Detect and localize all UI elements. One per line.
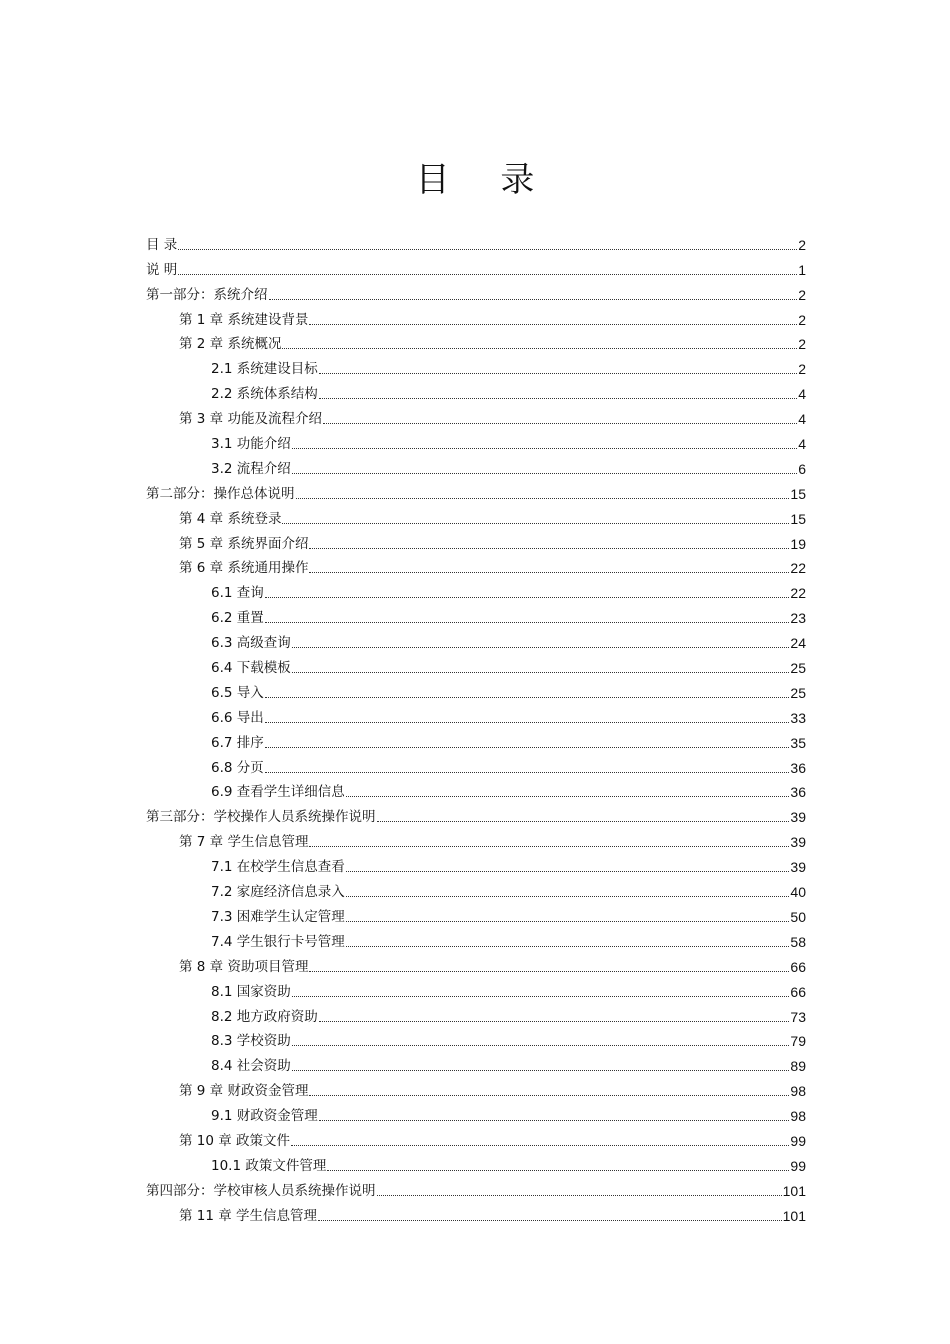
toc-entry-page-number: 35 <box>790 734 806 751</box>
toc-entry-page-number: 39 <box>790 834 806 851</box>
toc-entry-page-number: 39 <box>790 809 806 826</box>
toc-entry[interactable] <box>146 528 806 553</box>
toc-entry-page-number: 98 <box>790 1083 806 1100</box>
toc-entry[interactable] <box>146 254 806 279</box>
toc-entry-label: 8.3 学校资助 <box>211 1033 291 1050</box>
toc-dot-leader <box>265 772 790 773</box>
toc-dot-leader <box>265 622 790 623</box>
toc-entry[interactable] <box>146 1200 806 1225</box>
toc-dot-leader <box>377 1195 782 1196</box>
toc-entry-page-number: 22 <box>790 560 806 577</box>
toc-dot-leader <box>377 821 790 822</box>
toc-entry[interactable] <box>146 353 806 378</box>
toc-entry-page-number: 1 <box>798 261 806 278</box>
toc-dot-leader <box>282 523 789 524</box>
toc-entry-page-number: 22 <box>790 585 806 602</box>
toc-entry[interactable] <box>146 1001 806 1026</box>
toc-entry-label: 6.5 导入 <box>211 684 264 701</box>
toc-entry[interactable] <box>146 329 806 354</box>
toc-entry[interactable] <box>146 304 806 329</box>
toc-list <box>146 229 806 1225</box>
toc-entry-page-number: 25 <box>790 684 806 701</box>
toc-entry-label: 第 11 章 学生信息管理 <box>179 1207 318 1224</box>
toc-entry-label: 6.1 查询 <box>211 585 264 602</box>
toc-entry[interactable] <box>146 403 806 428</box>
toc-dot-leader <box>346 871 790 872</box>
toc-entry[interactable] <box>146 1075 806 1100</box>
toc-entry-label: 第 8 章 资助项目管理 <box>179 958 309 975</box>
toc-entry[interactable] <box>146 1050 806 1075</box>
toc-dot-leader <box>318 1220 782 1221</box>
toc-entry-page-number: 6 <box>798 460 806 477</box>
toc-dot-leader <box>265 722 790 723</box>
toc-entry[interactable] <box>146 577 806 602</box>
toc-entry-page-number: 25 <box>790 660 806 677</box>
toc-entry-label: 2.1 系统建设目标 <box>211 361 318 378</box>
toc-dot-leader <box>265 747 790 748</box>
toc-entry-page-number: 101 <box>782 1207 806 1224</box>
toc-entry-page-number: 66 <box>790 958 806 975</box>
toc-entry-page-number: 2 <box>798 336 806 353</box>
toc-dot-leader <box>269 299 798 300</box>
toc-dot-leader <box>346 796 790 797</box>
toc-entry-page-number: 98 <box>790 1108 806 1125</box>
toc-entry-label: 7.1 在校学生信息查看 <box>211 859 345 876</box>
toc-entry[interactable] <box>146 1100 806 1125</box>
toc-dot-leader <box>319 398 797 399</box>
toc-entry-page-number: 89 <box>790 1058 806 1075</box>
toc-dot-leader <box>291 1145 789 1146</box>
toc-entry-label: 第 10 章 政策文件 <box>179 1132 291 1149</box>
toc-entry-page-number: 4 <box>798 386 806 403</box>
toc-dot-leader <box>282 348 797 349</box>
toc-entry[interactable] <box>146 951 806 976</box>
toc-dot-leader <box>292 448 797 449</box>
toc-entry-label: 第 4 章 系统登录 <box>179 510 282 527</box>
toc-entry[interactable] <box>146 627 806 652</box>
toc-entry-page-number: 33 <box>790 709 806 726</box>
toc-entry-page-number: 19 <box>790 535 806 552</box>
toc-entry[interactable] <box>146 752 806 777</box>
toc-entry-label: 8.4 社会资助 <box>211 1058 291 1075</box>
toc-entry-label: 第二部分：操作总体说明 <box>146 485 295 502</box>
toc-entry-label: 7.2 家庭经济信息录入 <box>211 884 345 901</box>
toc-entry-page-number: 39 <box>790 859 806 876</box>
toc-entry-label: 3.1 功能介绍 <box>211 436 291 453</box>
toc-entry[interactable] <box>146 378 806 403</box>
toc-entry-page-number: 2 <box>798 361 806 378</box>
toc-entry[interactable] <box>146 428 806 453</box>
toc-entry-label: 6.3 高级查询 <box>211 635 291 652</box>
toc-entry-label: 6.2 重置 <box>211 610 264 627</box>
toc-entry[interactable] <box>146 901 806 926</box>
toc-entry[interactable] <box>146 1125 806 1150</box>
toc-entry[interactable] <box>146 453 806 478</box>
toc-dot-leader <box>319 1120 790 1121</box>
toc-entry[interactable] <box>146 478 806 503</box>
toc-entry-page-number: 99 <box>790 1132 806 1149</box>
toc-entry[interactable] <box>146 777 806 802</box>
toc-entry-page-number: 79 <box>790 1033 806 1050</box>
toc-entry[interactable] <box>146 851 806 876</box>
toc-entry[interactable] <box>146 229 806 254</box>
toc-entry-page-number: 58 <box>790 933 806 950</box>
toc-entry-page-number: 50 <box>790 908 806 925</box>
toc-entry-page-number: 40 <box>790 884 806 901</box>
toc-entry-label: 第三部分：学校操作人员系统操作说明 <box>146 809 376 826</box>
toc-entry[interactable] <box>146 702 806 727</box>
toc-entry[interactable] <box>146 279 806 304</box>
toc-entry-label: 第 2 章 系统概况 <box>179 336 282 353</box>
toc-dot-leader <box>178 249 797 250</box>
toc-entry-page-number: 99 <box>790 1157 806 1174</box>
toc-entry-page-number: 15 <box>790 485 806 502</box>
toc-entry-page-number: 4 <box>798 436 806 453</box>
toc-dot-leader <box>265 597 790 598</box>
toc-entry-label: 2.2 系统体系结构 <box>211 386 318 403</box>
toc-entry-label: 第 9 章 财政资金管理 <box>179 1083 309 1100</box>
toc-entry-label: 6.9 查看学生详细信息 <box>211 784 345 801</box>
toc-entry[interactable] <box>146 1026 806 1051</box>
toc-dot-leader <box>309 971 789 972</box>
toc-entry[interactable] <box>146 826 806 851</box>
toc-entry-label: 6.6 导出 <box>211 709 264 726</box>
toc-entry[interactable] <box>146 652 806 677</box>
toc-entry-label: 3.2 流程介绍 <box>211 460 291 477</box>
toc-entry[interactable] <box>146 503 806 528</box>
toc-entry-page-number: 23 <box>790 610 806 627</box>
toc-entry-page-number: 101 <box>782 1182 806 1199</box>
toc-dot-leader <box>346 946 790 947</box>
toc-entry[interactable] <box>146 1175 806 1200</box>
toc-entry-label: 第 6 章 系统通用操作 <box>179 560 309 577</box>
toc-dot-leader <box>296 498 790 499</box>
toc-dot-leader <box>323 423 797 424</box>
toc-entry-label: 目 录 <box>146 236 178 253</box>
toc-entry[interactable] <box>146 976 806 1001</box>
toc-entry-label: 8.1 国家资助 <box>211 983 291 1000</box>
toc-dot-leader <box>292 1045 790 1046</box>
toc-entry-page-number: 36 <box>790 784 806 801</box>
toc-entry-label: 说 明 <box>146 261 178 278</box>
toc-dot-leader <box>309 572 789 573</box>
toc-entry-page-number: 24 <box>790 635 806 652</box>
toc-entry-page-number: 36 <box>790 759 806 776</box>
toc-entry-page-number: 4 <box>798 411 806 428</box>
toc-entry-label: 9.1 财政资金管理 <box>211 1108 318 1125</box>
toc-dot-leader <box>319 373 797 374</box>
toc-entry[interactable] <box>146 602 806 627</box>
toc-entry-label: 7.3 困难学生认定管理 <box>211 908 345 925</box>
toc-entry-page-number: 2 <box>798 236 806 253</box>
toc-entry-page-number: 2 <box>798 286 806 303</box>
toc-entry-page-number: 15 <box>790 510 806 527</box>
toc-entry[interactable] <box>146 677 806 702</box>
toc-entry-label: 10.1 政策文件管理 <box>211 1157 327 1174</box>
toc-entry-label: 第四部分：学校审核人员系统操作说明 <box>146 1182 376 1199</box>
toc-title: 目 录 <box>415 159 555 200</box>
toc-dot-leader <box>292 996 790 997</box>
toc-entry-label: 6.7 排序 <box>211 734 264 751</box>
toc-entry-page-number: 2 <box>798 311 806 328</box>
toc-dot-leader <box>309 548 789 549</box>
toc-entry-label: 6.8 分页 <box>211 759 264 776</box>
toc-entry-label: 8.2 地方政府资助 <box>211 1008 318 1025</box>
toc-dot-leader <box>292 473 797 474</box>
toc-entry[interactable] <box>146 926 806 951</box>
toc-entry-page-number: 73 <box>790 1008 806 1025</box>
toc-dot-leader <box>265 697 790 698</box>
toc-entry-label: 6.4 下载模板 <box>211 660 291 677</box>
toc-dot-leader <box>309 1095 789 1096</box>
toc-entry-label: 第 7 章 学生信息管理 <box>179 834 309 851</box>
toc-dot-leader <box>292 1070 790 1071</box>
toc-dot-leader <box>292 672 790 673</box>
toc-dot-leader <box>178 274 797 275</box>
toc-dot-leader <box>292 647 790 648</box>
toc-entry-label: 第 1 章 系统建设背景 <box>179 311 309 328</box>
toc-dot-leader <box>309 324 797 325</box>
toc-entry-page-number: 66 <box>790 983 806 1000</box>
toc-dot-leader <box>346 921 790 922</box>
toc-entry[interactable] <box>146 1150 806 1175</box>
toc-entry-label: 7.4 学生银行卡号管理 <box>211 933 345 950</box>
toc-dot-leader <box>346 896 790 897</box>
toc-entry[interactable] <box>146 553 806 578</box>
toc-entry[interactable] <box>146 727 806 752</box>
toc-entry[interactable] <box>146 801 806 826</box>
toc-entry-label: 第 5 章 系统界面介绍 <box>179 535 309 552</box>
toc-dot-leader <box>319 1021 790 1022</box>
toc-entry-label: 第 3 章 功能及流程介绍 <box>179 411 322 428</box>
toc-entry-label: 第一部分：系统介绍 <box>146 286 268 303</box>
toc-dot-leader <box>309 846 789 847</box>
toc-entry[interactable] <box>146 876 806 901</box>
toc-dot-leader <box>327 1170 789 1171</box>
